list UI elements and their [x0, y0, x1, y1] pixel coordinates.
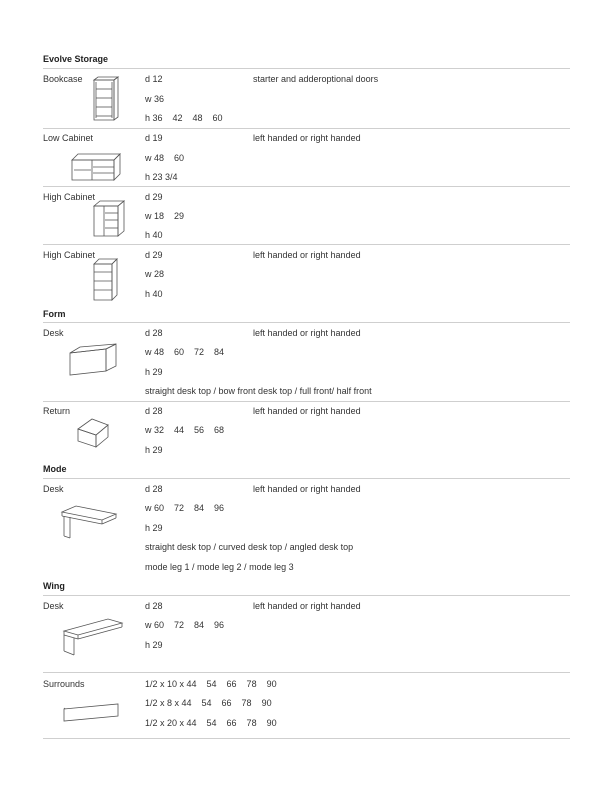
item-name-return: Return — [43, 406, 71, 416]
wing-desk-depth: d 28 — [145, 601, 163, 611]
high-cabinet-2-note: left handed or right handed — [253, 250, 361, 260]
divider — [43, 68, 570, 69]
high-cabinet-2-height: h 40 — [145, 289, 163, 299]
surrounds-size: 1/2 x 8 x 44 54 66 78 90 — [145, 698, 272, 708]
section-title-evolve-storage: Evolve Storage — [43, 54, 109, 64]
surround-panel-icon — [62, 703, 120, 723]
wing-desk-icon — [62, 617, 124, 657]
item-name-wing-desk: Desk — [43, 601, 64, 611]
item-name-mode-desk: Desk — [43, 484, 64, 494]
mode-desk-legs: mode leg 1 / mode leg 2 / mode leg 3 — [145, 562, 294, 572]
return-width: w 32 44 56 68 — [145, 425, 225, 435]
form-desk-options: straight desk top / bow front desk top / full front/ half front — [145, 386, 372, 396]
mode-desk-height: h 29 — [145, 523, 163, 533]
item-name-high-cabinet-2: High Cabinet — [43, 250, 96, 260]
low-cabinet-depth: d 19 — [145, 133, 163, 143]
low-cabinet-icon — [70, 150, 120, 182]
high-cabinet-1-width: w 18 29 — [145, 211, 185, 221]
item-name-desk: Desk — [43, 328, 64, 338]
form-desk-note: left handed or right handed — [253, 328, 361, 338]
mode-desk-width: w 60 72 84 96 — [145, 503, 225, 513]
bookcase-note: starter and adderoptional doors — [253, 74, 379, 84]
divider — [43, 128, 570, 129]
divider — [43, 672, 570, 673]
divider — [43, 595, 570, 596]
item-name-surrounds: Surrounds — [43, 679, 85, 689]
item-name-bookcase: Bookcase — [43, 74, 83, 84]
return-depth: d 28 — [145, 406, 163, 416]
bookcase-height: h 36 42 48 60 — [145, 113, 223, 123]
form-desk-height: h 29 — [145, 367, 163, 377]
section-title-form: Form — [43, 309, 66, 319]
bookcase-width: w 36 — [145, 94, 165, 104]
bookcase-depth: d 12 — [145, 74, 163, 84]
surrounds-size: 1/2 x 20 x 44 54 66 78 90 — [145, 718, 277, 728]
high-cabinet-1-height: h 40 — [145, 230, 163, 240]
high-cabinet-2-width: w 28 — [145, 269, 165, 279]
leg-desk-icon — [60, 502, 118, 540]
mode-desk-depth: d 28 — [145, 484, 163, 494]
return-note: left handed or right handed — [253, 406, 361, 416]
form-desk-depth: d 28 — [145, 328, 163, 338]
wing-desk-width: w 60 72 84 96 — [145, 620, 225, 630]
section-title-wing: Wing — [43, 581, 65, 591]
section-title-mode: Mode — [43, 464, 67, 474]
low-cabinet-width: w 48 60 — [145, 153, 185, 163]
mode-desk-note: left handed or right handed — [253, 484, 361, 494]
surrounds-size: 1/2 x 10 x 44 54 66 78 90 — [145, 679, 277, 689]
form-desk-width: w 48 60 72 84 — [145, 347, 225, 357]
wing-desk-note: left handed or right handed — [253, 601, 361, 611]
bookcase-icon — [92, 76, 120, 122]
divider — [43, 244, 570, 245]
return-icon — [76, 417, 110, 449]
divider — [43, 186, 570, 187]
high-cabinet-icon — [92, 200, 124, 238]
high-cabinet-1-depth: d 29 — [145, 192, 163, 202]
divider — [43, 478, 570, 479]
mode-desk-options: straight desk top / curved desk top / angled desk top — [145, 542, 354, 552]
divider — [43, 738, 570, 739]
divider — [43, 401, 570, 402]
item-name-high-cabinet: High Cabinet — [43, 192, 96, 202]
wing-desk-height: h 29 — [145, 640, 163, 650]
low-cabinet-note: left handed or right handed — [253, 133, 361, 143]
item-name-low-cabinet: Low Cabinet — [43, 133, 94, 143]
tall-drawer-cabinet-icon — [92, 258, 118, 302]
desk-icon — [68, 343, 118, 377]
return-height: h 29 — [145, 445, 163, 455]
divider — [43, 322, 570, 323]
high-cabinet-2-depth: d 29 — [145, 250, 163, 260]
low-cabinet-height: h 23 3/4 — [145, 172, 178, 182]
